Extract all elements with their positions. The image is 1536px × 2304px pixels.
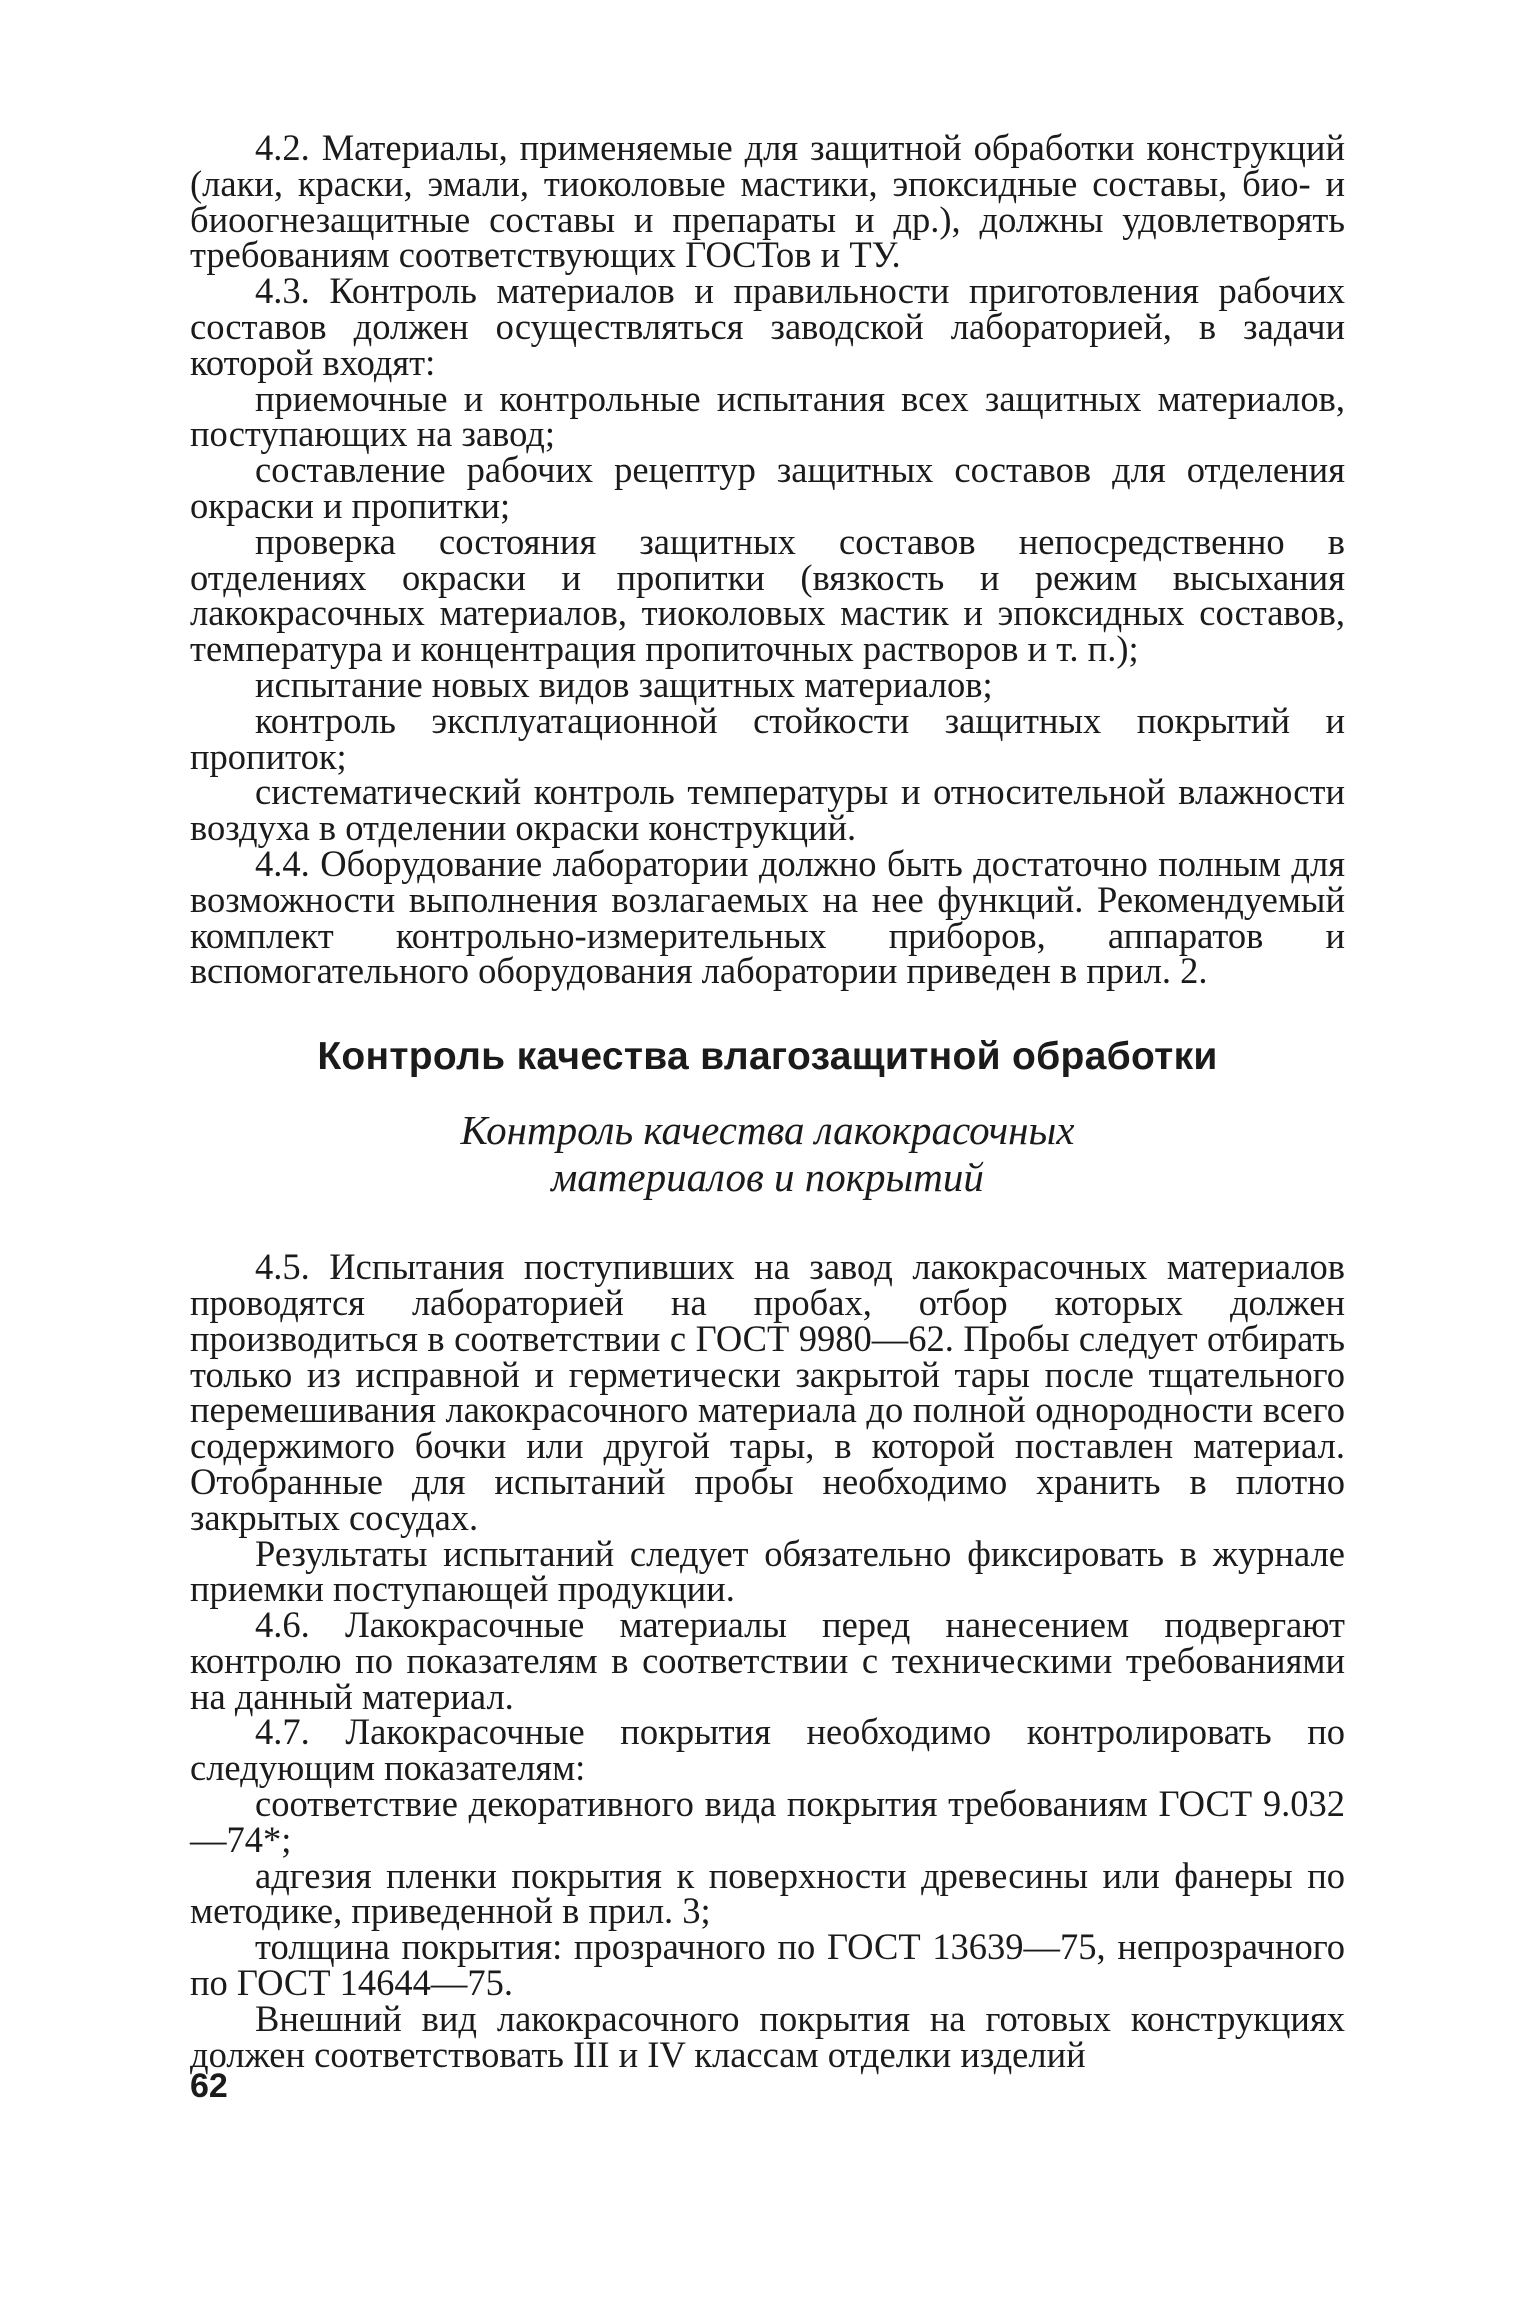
- subsection-heading: [190, 1107, 1345, 1201]
- paragraph-4-4: 4.4. Оборудование лаборатории должно быть достаточно полным для возможности выполнения возлагаемых на нее функций. Рекомендуемый комплект контрольно-измерительных приборов, аппаратов и вспомогательного оборудования лаборатории приведен в прил. 2.: [190, 842, 1345, 992]
- section-heading: Контроль качества влагозащитной обработки: [317, 1035, 1218, 1079]
- list-item-state-check: проверка состояния защитных составов непосредственно в отделениях окраски и пропитки (вязкость и режим высыхания лакокрасочных материалов, тиоколовых мастик и эпоксидных составов, температура и концентрация пропиточных растворов и т. п.);: [190, 520, 1345, 670]
- page-number: 62: [190, 2067, 228, 2105]
- list-item-thickness: толщина покрытия: прозрачного по ГОСТ 13639—75, непрозрачного по ГОСТ 14644—75.: [190, 1926, 1345, 2004]
- list-item-decorative: соответствие декоративного вида покрытия требованиям ГОСТ 9.032—74*;: [190, 1783, 1345, 1860]
- paragraph-4-2: 4.2. Материалы, применяемые для защитной обработки конструкций (лаки, краски, эмали, тиоколовые мастики, эпоксидные составы, био- и биоогнезащитные составы и препараты и др.), должны удовлетворять требованиям соответствующих ГОСТов и ТУ.: [190, 127, 1345, 276]
- paragraph-appearance: Внешний вид лакокрасочного покрытия на готовых конструкциях должен соответствовать III и IV классам отделки изделий: [190, 1997, 1345, 2075]
- list-item-new-materials: испытание новых видов защитных материалов;: [255, 663, 993, 705]
- list-item-durability: контроль эксплуатационной стойкости защитных покрытий и пропиток;: [190, 699, 1345, 777]
- paragraph-4-6: 4.6. Лакокрасочные материалы перед нанесением подвергают контролю по показателям в соответствии с техническими требованиями на данный материал.: [190, 1604, 1345, 1717]
- list-item-adhesion: адгезия пленки покрытия к поверхности древесины или фанеры по методике, приведенной в прил. 3;: [190, 1854, 1345, 1932]
- subsection-heading-line-1: Контроль качества лакокрасочных: [460, 1107, 1075, 1154]
- subsection-heading-line-2: материалов и покрытий: [551, 1154, 984, 1201]
- document-page: [190, 127, 1345, 2075]
- list-item-recipes: составление рабочих рецептур защитных составов для отделения окраски и пропитки;: [190, 449, 1345, 526]
- list-item-climate-control: систематический контроль температуры и относительной влажности воздуха в отделении окраски конструкций.: [190, 771, 1345, 849]
- paragraph-results: Результаты испытаний следует обязательно фиксировать в журнале приемки поступающей продукции.: [190, 1532, 1345, 1610]
- paragraph-4-5: 4.5. Испытания поступивших на завод лакокрасочных материалов проводятся лабораторией на пробах, отбор которых должен производиться в соответствии с ГОСТ 9980—62. Пробы следует отбирать только из исправной и герметически закрытой тары после тщательного перемешивания лакокрасочного материала до полной однородности всего содержимого бочки или другой тары, в которой поставлен материал. Отобранные для испытаний пробы необходимо хранить в плотно закрытых сосудах.: [190, 1246, 1345, 1538]
- list-item-acceptance-tests: приемочные и контрольные испытания всех защитных материалов, поступающих на завод;: [190, 377, 1345, 455]
- paragraph-4-3: 4.3. Контроль материалов и правильности приготовления рабочих составов должен осуществляться заводской лабораторией, в задачи которой входят:: [190, 270, 1345, 383]
- paragraph-4-7: 4.7. Лакокрасочные покрытия необходимо контролировать по следующим показателям:: [190, 1711, 1345, 1789]
